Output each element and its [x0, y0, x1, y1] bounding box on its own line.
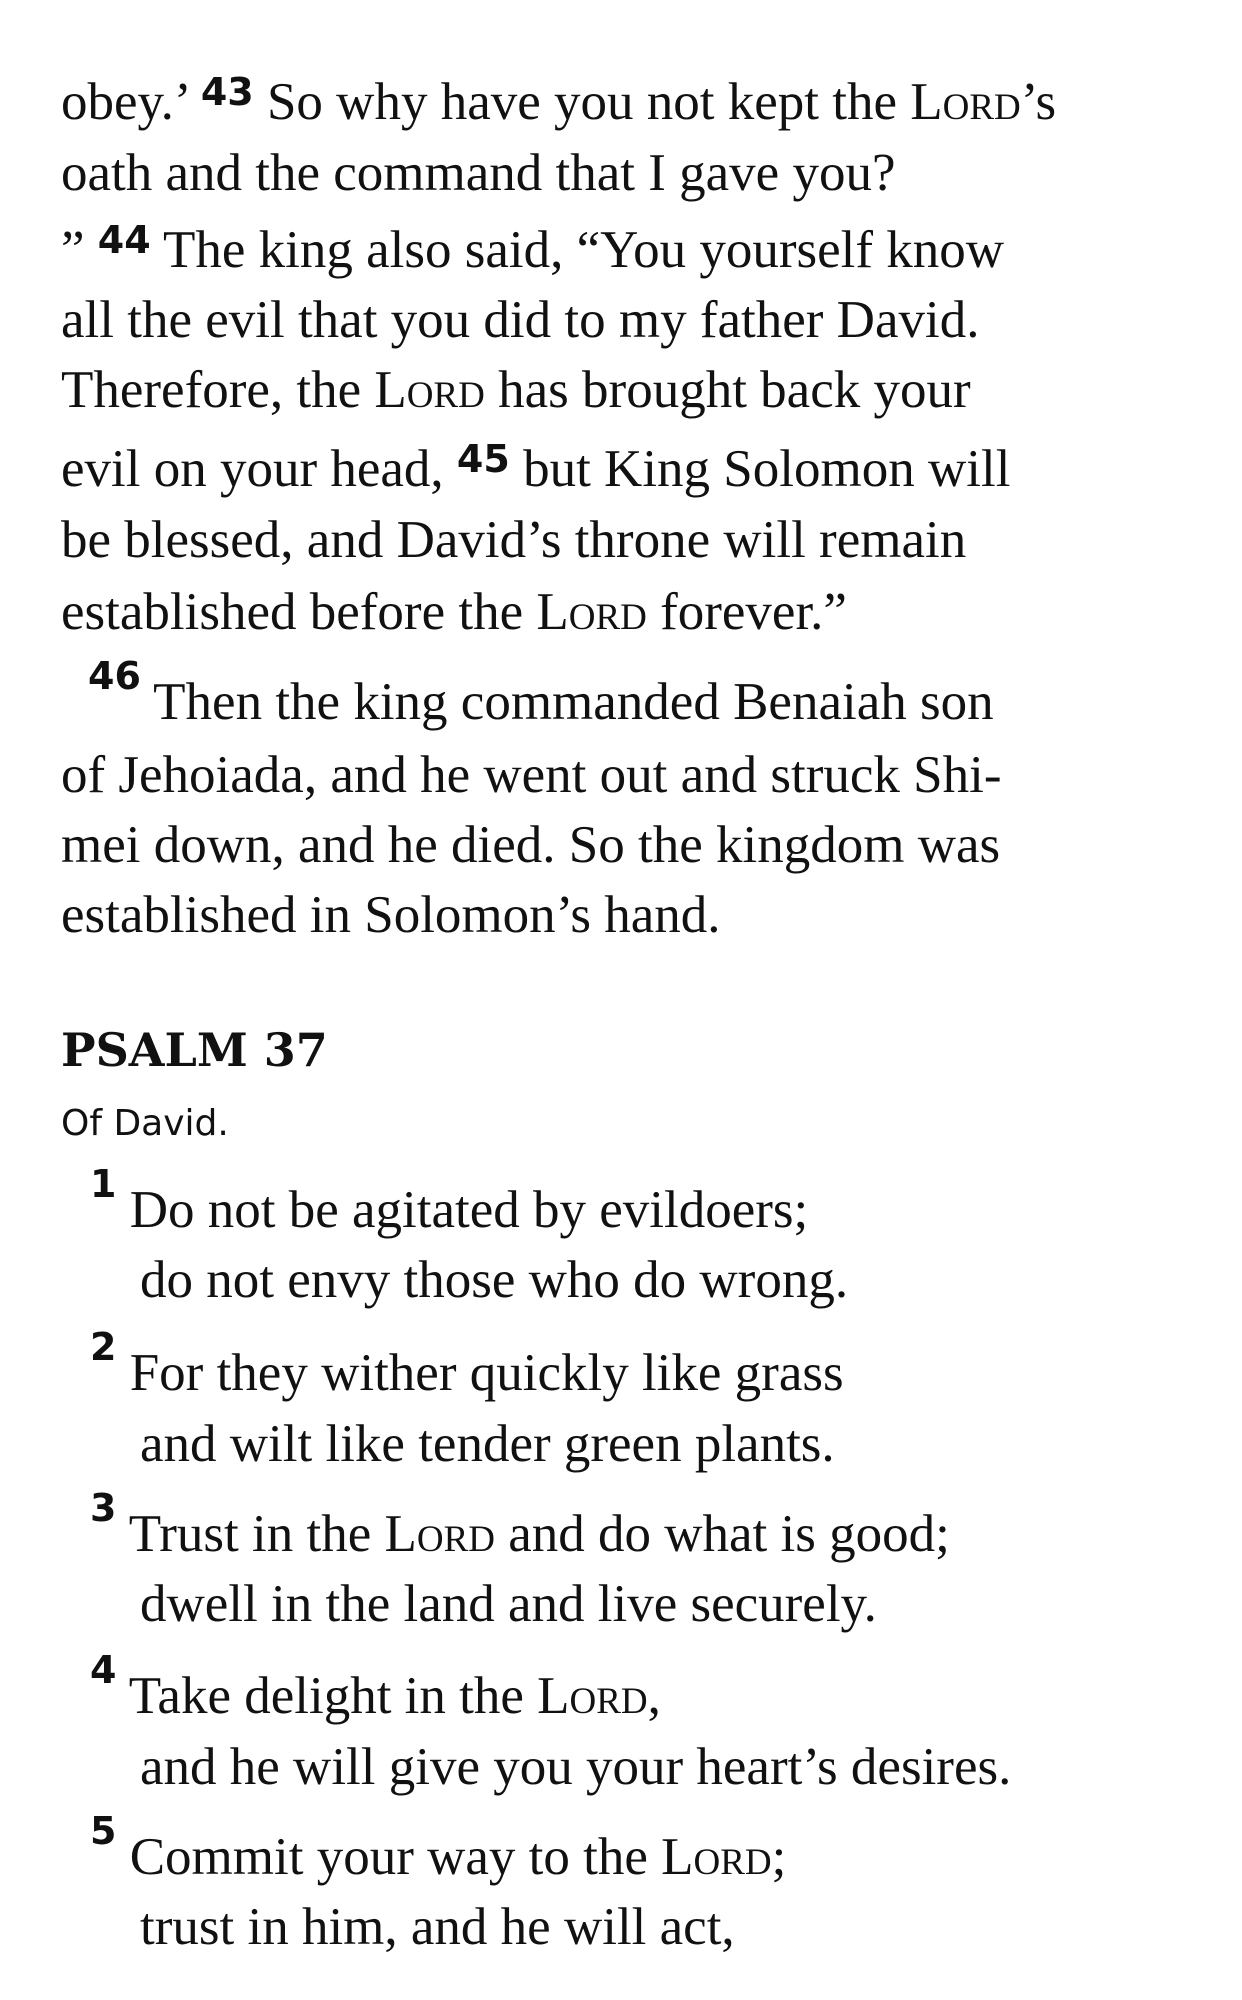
text-line [61, 137, 895, 209]
verse-number: 4 [90, 1648, 117, 1692]
text-line [140, 1244, 848, 1316]
verse-text: and he will give you your heart’s desires. [140, 1738, 1012, 1796]
verse-text: do not envy those who do wrong. [140, 1251, 849, 1309]
divine-name-small-caps: Lord [661, 1828, 772, 1886]
verse-text: Therefore, the [61, 361, 375, 419]
verse-text: ’s [1020, 73, 1057, 131]
text-line [140, 1891, 735, 1963]
verse-text: trust in him, and he will act, [140, 1898, 735, 1956]
text-line [61, 66, 1056, 138]
divine-name-small-caps: Lord [910, 73, 1021, 131]
verse-text: evil on your head, [61, 440, 457, 498]
verse-text: mei down, and he died. So the kingdom was [61, 816, 1001, 874]
psalm-superscription: Of David. [61, 1103, 229, 1144]
verse-number: 44 [97, 218, 151, 262]
verse-text: obey.’ [61, 73, 201, 131]
text-line [140, 1731, 1011, 1803]
text-line [90, 1162, 809, 1246]
verse-number: 45 [456, 437, 510, 481]
psalm-heading: PSALM 37 [61, 1023, 328, 1077]
verse-number: 3 [90, 1486, 117, 1530]
text-line [61, 214, 1004, 286]
verse-text: Commit your way to the [116, 1828, 662, 1886]
text-line [88, 654, 994, 738]
verse-text: dwell in the land and live securely. [140, 1575, 877, 1633]
verse-text: all the evil that you did to my father David. [61, 291, 980, 349]
verse-text: oath and the command that I gave you? [61, 144, 896, 202]
verse-text: has brought back your [484, 361, 971, 419]
verse-text: forever.” [646, 583, 847, 641]
text-line [61, 504, 966, 576]
verse-text: Trust in the [116, 1505, 385, 1563]
verse-text: So why have you not kept the [253, 73, 911, 131]
text-line [140, 1408, 835, 1480]
verse-number: 1 [90, 1162, 117, 1206]
text-line [90, 1809, 787, 1893]
verse-text: of Jehoiada, and he went out and struck Shi- [61, 746, 1002, 804]
text-line [61, 576, 847, 648]
verse-text: Take delight in the [116, 1667, 538, 1725]
verse-text: Do not be agitated by evildoers; [116, 1181, 809, 1239]
verse-text: and wilt like tender green plants. [140, 1415, 835, 1473]
verse-text: The king also said, “You yourself know [150, 221, 1005, 279]
verse-text: ; [771, 1828, 787, 1886]
verse-text: established before the [61, 583, 537, 641]
text-line [61, 284, 979, 356]
text-line [61, 354, 971, 426]
text-line [61, 739, 1002, 811]
verse-text: For they wither quickly like grass [116, 1344, 844, 1402]
verse-text: established in Solomon’s hand. [61, 886, 721, 944]
verse-text: but King Solomon will [509, 440, 1011, 498]
verse-number: 5 [90, 1809, 117, 1853]
text-line [140, 1568, 877, 1640]
text-line [61, 879, 721, 951]
text-line [90, 1325, 844, 1409]
text-line [61, 433, 1010, 505]
verse-text: ” [61, 221, 98, 279]
text-line [90, 1648, 661, 1732]
verse-number: 43 [200, 70, 254, 114]
divine-name-small-caps: Lord [384, 1505, 495, 1563]
text-line [61, 809, 1000, 881]
verse-text: and do what is good; [494, 1505, 950, 1563]
verse-text: Then the king commanded Benaiah son [140, 673, 994, 731]
verse-text: , [647, 1667, 661, 1725]
verse-number: 46 [88, 654, 141, 698]
divine-name-small-caps: Lord [374, 361, 485, 419]
text-line [90, 1486, 950, 1570]
divine-name-small-caps: Lord [536, 583, 647, 641]
verse-text: be blessed, and David’s throne will remain [61, 511, 967, 569]
divine-name-small-caps: Lord [537, 1667, 648, 1725]
verse-number: 2 [90, 1325, 117, 1369]
